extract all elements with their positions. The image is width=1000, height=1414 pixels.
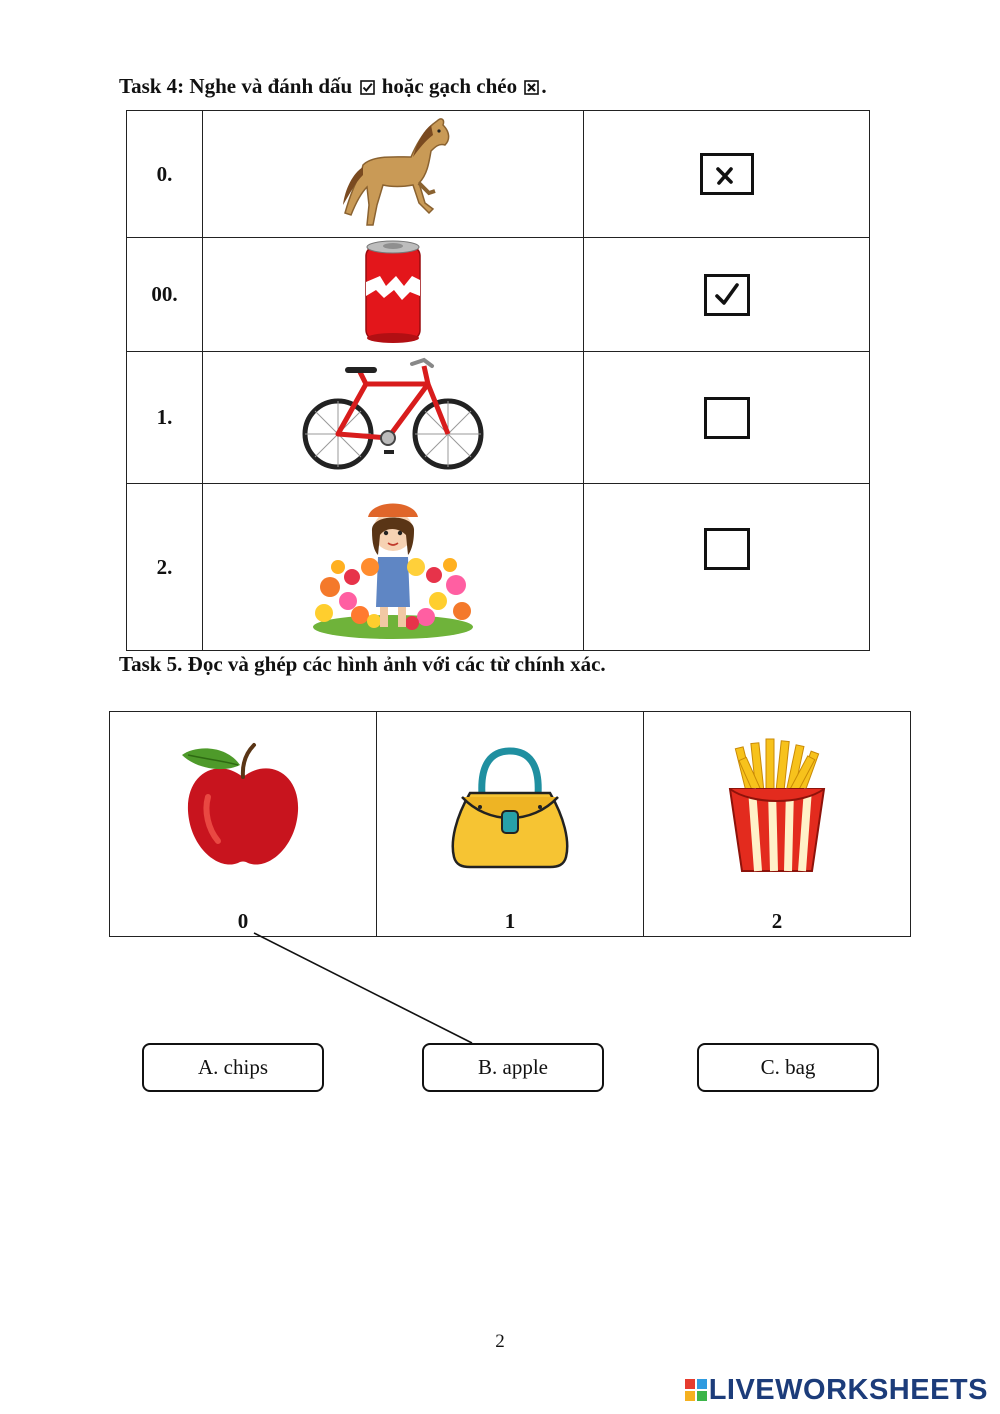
- cross-mark-icon: [703, 156, 751, 192]
- answer-cell: [584, 111, 870, 238]
- picture-cell-bag[interactable]: [377, 712, 644, 937]
- answer-cell: [584, 352, 870, 484]
- task4-title: [119, 74, 547, 99]
- task4-row: [127, 484, 870, 651]
- row-number: 0.: [127, 111, 203, 238]
- bicycle-icon: [300, 354, 486, 476]
- liveworksheets-brand[interactable]: [685, 1374, 988, 1407]
- task5-picture-table: [109, 711, 911, 937]
- horse-picture: [203, 111, 584, 238]
- picture-label: 2: [771, 909, 783, 933]
- bag-icon: [440, 737, 580, 877]
- picture-cell-fries[interactable]: [644, 712, 911, 937]
- row-number: 00.: [127, 238, 203, 352]
- brand-text: LIVEWORKSHEETS: [708, 1374, 988, 1406]
- picture-label: 0: [237, 909, 249, 933]
- answer-checkbox-empty[interactable]: [704, 528, 750, 570]
- word-box-bag[interactable]: C. bag: [697, 1043, 879, 1092]
- page-number: 2: [495, 1331, 505, 1352]
- task4-row: [127, 111, 870, 238]
- girl-with-flowers-icon: [310, 491, 476, 639]
- girl-with-flowers-picture: [203, 484, 584, 651]
- check-mark-icon: [707, 277, 747, 313]
- crossed-box-icon: [524, 80, 539, 95]
- soda-can-icon: [360, 238, 426, 346]
- picture-label: 1: [504, 909, 516, 933]
- soda-can-picture: [203, 238, 584, 352]
- task4-title-middle: hoặc gạch chéo: [381, 74, 518, 98]
- task4-table: [126, 110, 870, 651]
- answer-cell: [584, 484, 870, 651]
- row-number: 2.: [127, 484, 203, 651]
- task4-title-suffix: .: [541, 74, 547, 98]
- apple-icon: [178, 737, 308, 877]
- answer-checkbox-empty[interactable]: [704, 397, 750, 439]
- fries-icon: [722, 737, 832, 877]
- checked-box-icon: [360, 80, 375, 95]
- task5-title: Task 5. Đọc và ghép các hình ảnh với các từ chính xác.: [119, 652, 606, 676]
- picture-cell-apple[interactable]: [110, 712, 377, 937]
- horse-icon: [333, 113, 453, 231]
- task4-row: [127, 352, 870, 484]
- word-box-chips[interactable]: A. chips: [142, 1043, 324, 1092]
- answer-checkbox-checked[interactable]: [704, 274, 750, 316]
- task4-row: [127, 238, 870, 352]
- bicycle-picture: [203, 352, 584, 484]
- task4-title-prefix: Task 4: Nghe và đánh dấu: [119, 74, 353, 98]
- liveworksheets-logo-icon: [685, 1379, 707, 1401]
- word-box-apple[interactable]: B. apple: [422, 1043, 604, 1092]
- row-number: 1.: [127, 352, 203, 484]
- answer-checkbox-crossed[interactable]: [700, 153, 754, 195]
- answer-cell: [584, 238, 870, 352]
